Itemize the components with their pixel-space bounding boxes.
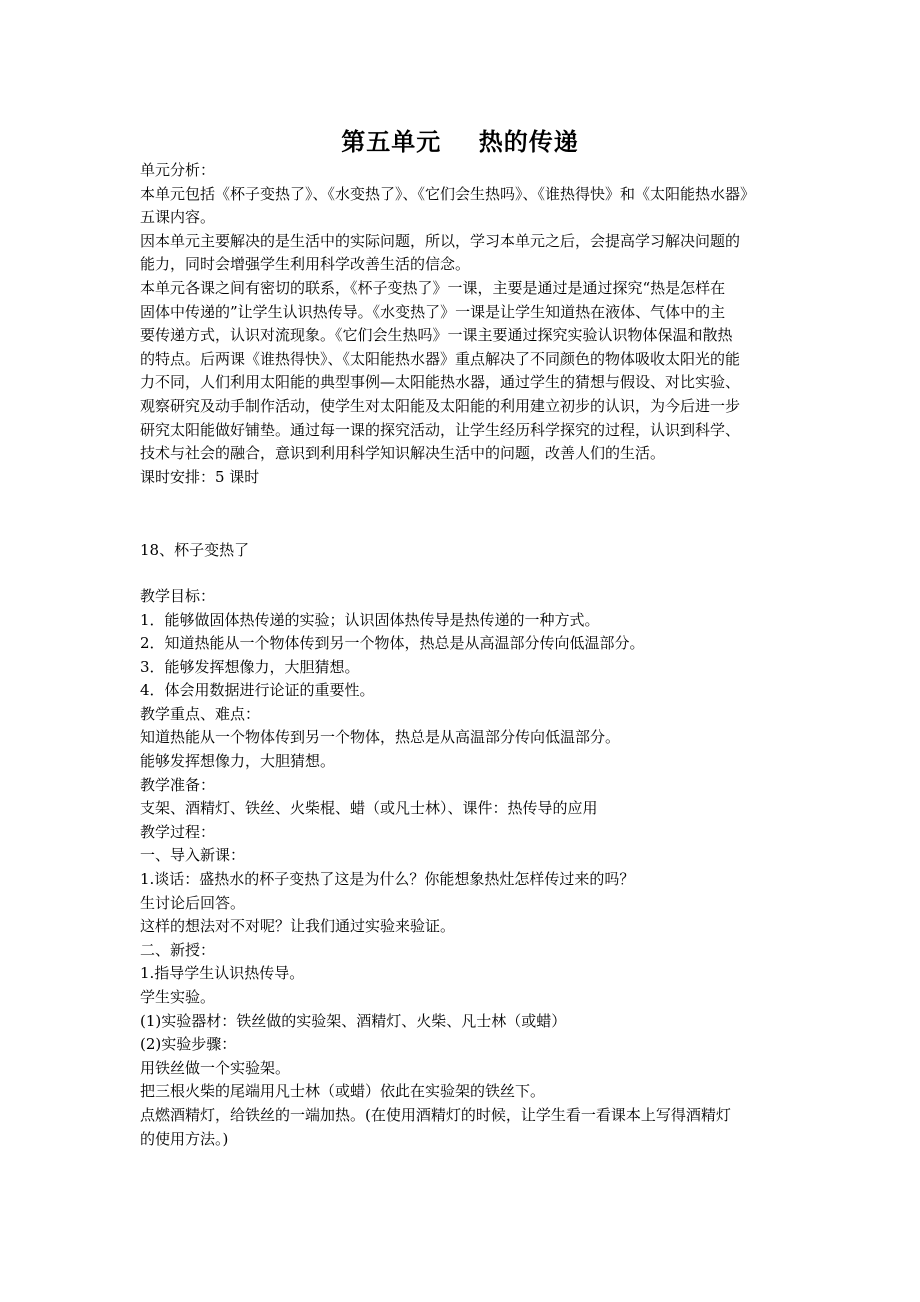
lesson-line: 的使用方法。) [140, 1129, 229, 1148]
lesson-line: 生讨论后回答。 [140, 893, 246, 912]
paragraph-line: 的特点。后两课《谁热得快》、《太阳能热水器》重点解决了不同颜色的物体吸收太阳光的能 [140, 349, 741, 368]
lesson-line: 4．体会用数据进行论证的重要性。 [140, 681, 375, 700]
spacer [140, 563, 785, 585]
lesson-line: 1.谈话：盛热水的杯子变热了这是为什么？你能想象热灶怎样传过来的吗？ [140, 870, 635, 889]
paragraph-line: 技术与社会的融合，意识到利用科学知识解决生活中的问题，改善人们的生活。 [140, 444, 666, 463]
lesson-line: 3．能够发挥想像力，大胆猜想。 [140, 657, 360, 676]
paragraph-line: 五课内容。 [140, 208, 216, 227]
lesson-line: 能够发挥想像力，大胆猜想。 [140, 752, 336, 771]
lesson-line: 教学目标： [140, 586, 216, 605]
lesson-line: (1)实验器材：铁丝做的实验架、酒精灯、火柴、凡士林（或蜡） [140, 1011, 567, 1030]
lesson-line: 用铁丝做一个实验架。 [140, 1058, 291, 1077]
schedule-line: 课时安排：5 课时 [140, 467, 260, 486]
paragraph-line: 力不同，人们利用太阳能的典型事例—太阳能热水器，通过学生的猜想与假设、对比实验、 [140, 373, 741, 392]
lesson-line: 知道热能从一个物体传到另一个物体，热总是从高温部分传向低温部分。 [140, 728, 621, 747]
lesson-line: 1.指导学生认识热传导。 [140, 964, 305, 983]
lesson-content [140, 585, 785, 1151]
lesson-line: 二、新授： [140, 940, 216, 959]
paragraph-line: 本单元各课之间有密切的联系，《杯子变热了》一课，主要是通过是通过探究“热是怎样在 [140, 278, 726, 297]
lesson-line: 这样的想法对不对呢？让我们通过实验来验证。 [140, 917, 456, 936]
lesson-line: 教学准备： [140, 775, 216, 794]
paragraph-line: 观察研究及动手制作活动，使学生对太阳能及太阳能的利用建立初步的认识，为今后进一步 [140, 396, 741, 415]
paragraph-line: 能力，同时会增强学生利用科学改善生活的信念。 [140, 255, 471, 274]
unit-analysis-heading: 单元分析： [140, 161, 216, 179]
paragraph-line: 要传递方式，认识对流现象。《它们会生热吗》一课主要通过探究实验认识物体保温和散热 [140, 326, 733, 345]
paragraph-line: 固体中传递的”让学生认识热传导。《水变热了》一课是让学生知道热在液体、气体中的主 [140, 302, 726, 321]
lesson-line: 支架、酒精灯、铁丝、火柴棍、蜡（或凡士林）、课件：热传导的应用 [140, 799, 598, 818]
lesson-line: 教学过程： [140, 822, 216, 841]
page-title: 第五单元 热的传递 [341, 127, 579, 156]
lesson-line: (2)实验步骤： [140, 1035, 237, 1054]
lesson-line: 学生实验。 [140, 988, 216, 1006]
paragraph-line: 本单元包括《杯子变热了》、《水变热了》、《它们会生热吗》、《谁热得快》和《太阳能热水器》 [140, 184, 756, 203]
paragraph-line: 研究太阳能做好铺垫。通过每一课的探究活动，让学生经历科学探究的过程，认识到科学、 [140, 420, 741, 439]
lesson-line: 点燃酒精灯，给铁丝的一端加热。(在使用酒精灯的时候，让学生看一看课本上写得酒精灯 [140, 1105, 731, 1124]
lesson-line: 教学重点、难点： [140, 704, 261, 723]
lesson-line: 2．知道热能从一个物体传到另一个物体，热总是从高温部分传向低温部分。 [140, 634, 645, 653]
spacer [140, 489, 785, 539]
document-body [140, 159, 785, 1151]
paragraph-line: 因本单元主要解决的是生活中的实际问题，所以，学习本单元之后，会提高学习解决问题的 [140, 231, 741, 250]
lesson-line: 1．能够做固体热传递的实验；认识固体热传导是热传递的一种方式。 [140, 610, 600, 629]
lesson-line: 一、导入新课： [140, 846, 246, 865]
lesson-title: 18、杯子变热了 [140, 541, 250, 560]
lesson-line: 把三根火柴的尾端用凡士林（或蜡）依此在实验架的铁丝下。 [140, 1082, 546, 1101]
